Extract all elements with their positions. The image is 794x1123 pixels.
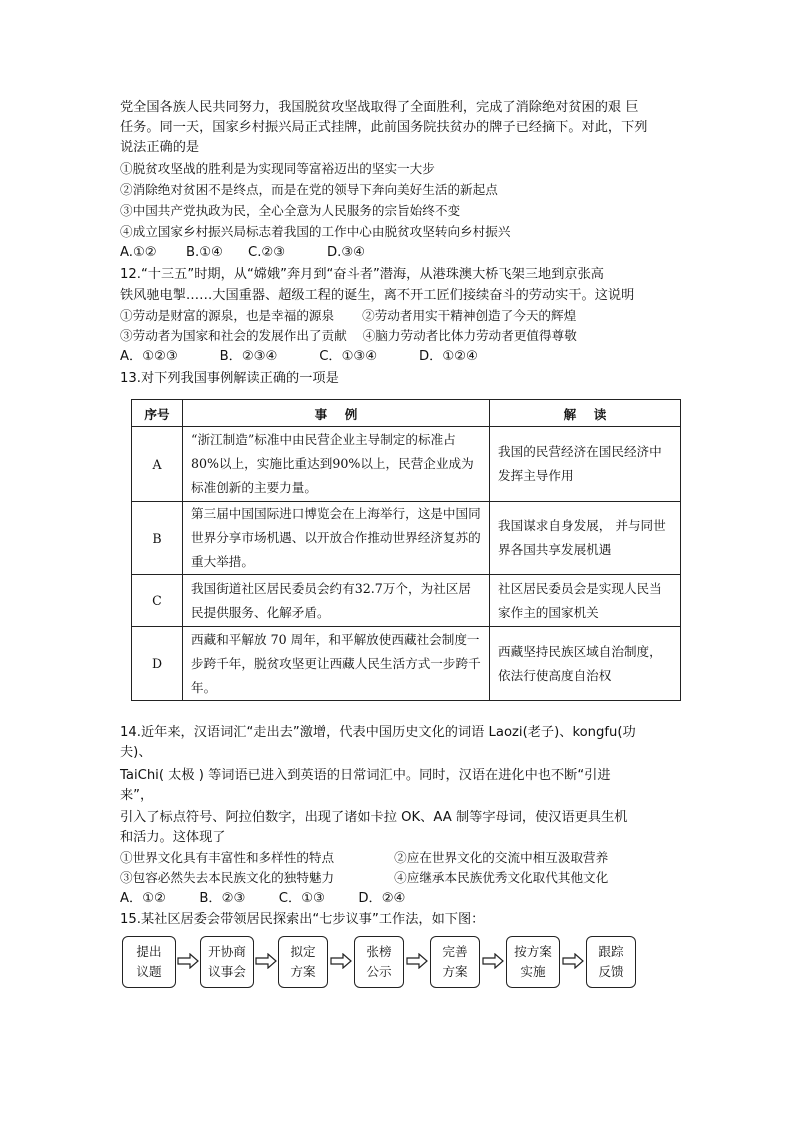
q14-stem-line-2: 夫)、 bbox=[120, 745, 152, 760]
q14-stem-line-3: TaiChi( 太极 ) 等词语已进入到英语的日常词汇中。同时，汉语在进化中也不断“引进 bbox=[120, 768, 611, 783]
flow-step-box bbox=[122, 936, 176, 988]
arrow-right-icon bbox=[177, 953, 199, 969]
q14-stem-line-4: 来”， bbox=[120, 788, 154, 803]
table-row bbox=[132, 502, 681, 575]
flow-step-box bbox=[200, 936, 254, 988]
row-id: D bbox=[132, 627, 183, 701]
row-example: 我国街道社区居民委员会约有32.7万个，为社区居民提供服务、化解矛盾。 bbox=[183, 575, 490, 627]
flow-step-box bbox=[278, 936, 328, 988]
flow-step-line-2: 方案 bbox=[442, 964, 468, 979]
q11-option-1: ①脱贫攻坚战的胜利是为实现同等富裕迈出的坚实一大步 bbox=[120, 161, 435, 176]
q12-options-1-2: ①劳动是财富的源泉，也是幸福的源泉 ②劳动者用实干精神创造了今天的辉煌 bbox=[120, 308, 577, 323]
table-row bbox=[132, 627, 681, 701]
flow-step-line-1: 完善 bbox=[442, 944, 468, 959]
flow-step-box bbox=[354, 936, 404, 988]
q12-stem-line-1: 12.“十三五”时期，从“嫦娥”奔月到“奋斗者”潜海，从港珠澳大桥飞架三地到京张高 bbox=[120, 267, 604, 282]
arrow-right-icon bbox=[482, 953, 504, 969]
row-id: B bbox=[132, 502, 183, 575]
table-header-row bbox=[132, 400, 681, 427]
flow-step-line-2: 方案 bbox=[290, 964, 316, 979]
header-id: 序号 bbox=[132, 400, 183, 427]
q11-stem-line-3: 说法正确的是 bbox=[120, 140, 200, 155]
flow-step-line-1: 开协商 bbox=[208, 944, 246, 959]
flow-step-line-1: 拟定 bbox=[290, 944, 316, 959]
header-example: 事 例 bbox=[183, 400, 490, 427]
q11-option-2: ②消除绝对贫困不是终点，而是在党的领导下奔向美好生活的新起点 bbox=[120, 182, 498, 197]
row-example: 西藏和平解放 70 周年，和平解放使西藏社会制度一步跨千年，脱贫攻坚更让西藏人民生活方式一步跨千年。 bbox=[183, 627, 490, 701]
flow-step-box bbox=[506, 936, 560, 988]
flow-step-line-2: 实施 bbox=[520, 964, 546, 979]
row-interpretation: 我国的民营经济在国民经济中发挥主导作用 bbox=[490, 427, 681, 502]
flow-step-line-2: 议事会 bbox=[208, 964, 246, 979]
flow-step-line-1: 跟踪 bbox=[598, 944, 624, 959]
q12-options-3-4: ③劳动者为国家和社会的发展作出了贡献 ④脑力劳动者比体力劳动者更值得尊敬 bbox=[120, 328, 577, 343]
q14-stem-line-6: 和活力。这体现了 bbox=[120, 830, 226, 845]
row-interpretation: 社区居民委员会是实现人民当家作主的国家机关 bbox=[490, 575, 681, 627]
q11-choices: A.①② B.①④ C.②③ D.③④ bbox=[120, 245, 365, 260]
q12-stem-line-2: 铁风驰电掣……大国重器、超级工程的诞生，离不开工匠们接续奋斗的劳动实干。这说明 bbox=[120, 288, 635, 303]
q14-options-3-4: ③包容必然失去本民族文化的独特魅力 ④应继承本民族优秀文化取代其他文化 bbox=[120, 870, 609, 885]
flow-step-box bbox=[430, 936, 480, 988]
q14-choices: A．①② B．②③ C．①③ D．②④ bbox=[120, 891, 406, 906]
arrow-right-icon bbox=[406, 953, 428, 969]
arrow-right-icon bbox=[255, 953, 277, 969]
q11-option-3: ③中国共产党执政为民，全心全意为人民服务的宗旨始终不变 bbox=[120, 203, 461, 218]
q12-choices: A．①②③ B．②③④ C．①③④ D．①②④ bbox=[120, 349, 478, 364]
row-example: 第三届中国国际进口博览会在上海举行，这是中国同世界分享市场机遇、以开放合作推动世界经济复苏的重大举措。 bbox=[183, 502, 490, 575]
q13-table bbox=[131, 399, 681, 701]
flow-step-line-2: 反馈 bbox=[598, 964, 624, 979]
flow-step-box bbox=[586, 936, 636, 988]
q11-stem-line-1: 党全国各族人民共同努力，我国脱贫攻坚战取得了全面胜利，完成了消除绝对贫困的艰 巨 bbox=[120, 100, 639, 115]
q14-stem-line-1: 14.近年来，汉语词汇“走出去”激增，代表中国历史文化的词语 Laozi(老子)、kongfu(功 bbox=[120, 725, 636, 740]
row-id: C bbox=[132, 575, 183, 627]
q15-stem: 15.某社区居委会带领居民探索出“七步议事”工作法，如下图： bbox=[120, 912, 485, 927]
arrow-right-icon bbox=[330, 953, 352, 969]
table-row bbox=[132, 427, 681, 502]
arrow-right-icon bbox=[562, 953, 584, 969]
table-row bbox=[132, 575, 681, 627]
row-example: “浙江制造”标准中由民营企业主导制定的标准占80%以上，实施比重达到90%以上，民营企业成为标准创新的主要力量。 bbox=[183, 427, 490, 502]
q13-stem: 13.对下列我国事例解读正确的一项是 bbox=[120, 371, 339, 386]
flow-step-line-1: 提出 bbox=[136, 944, 162, 959]
q11-stem-line-2: 任务。同一天，国家乡村振兴局正式挂牌，此前国务院扶贫办的牌子已经摘下。对此，下列 bbox=[120, 120, 648, 135]
seven-step-flowchart bbox=[122, 936, 642, 992]
flow-step-line-1: 按方案 bbox=[514, 944, 552, 959]
row-interpretation: 我国谋求自身发展， 并与同世界各国共享发展机遇 bbox=[490, 502, 681, 575]
q14-stem-line-5: 引入了标点符号、阿拉伯数字，出现了诸如卡拉 OK、AA 制等字母词，使汉语更具生机 bbox=[120, 810, 628, 825]
row-id: A bbox=[132, 427, 183, 502]
flow-step-line-2: 公示 bbox=[366, 964, 392, 979]
q14-options-1-2: ①世界文化具有丰富性和多样性的特点 ②应在世界文化的交流中相互汲取营养 bbox=[120, 850, 609, 865]
header-interpretation: 解 读 bbox=[490, 400, 681, 427]
flow-step-line-2: 议题 bbox=[136, 964, 162, 979]
flow-step-line-1: 张榜 bbox=[366, 944, 392, 959]
q11-option-4: ④成立国家乡村振兴局标志着我国的工作中心由脱贫攻坚转向乡村振兴 bbox=[120, 224, 511, 239]
row-interpretation: 西藏坚持民族区域自治制度，依法行使高度自治权 bbox=[490, 627, 681, 701]
